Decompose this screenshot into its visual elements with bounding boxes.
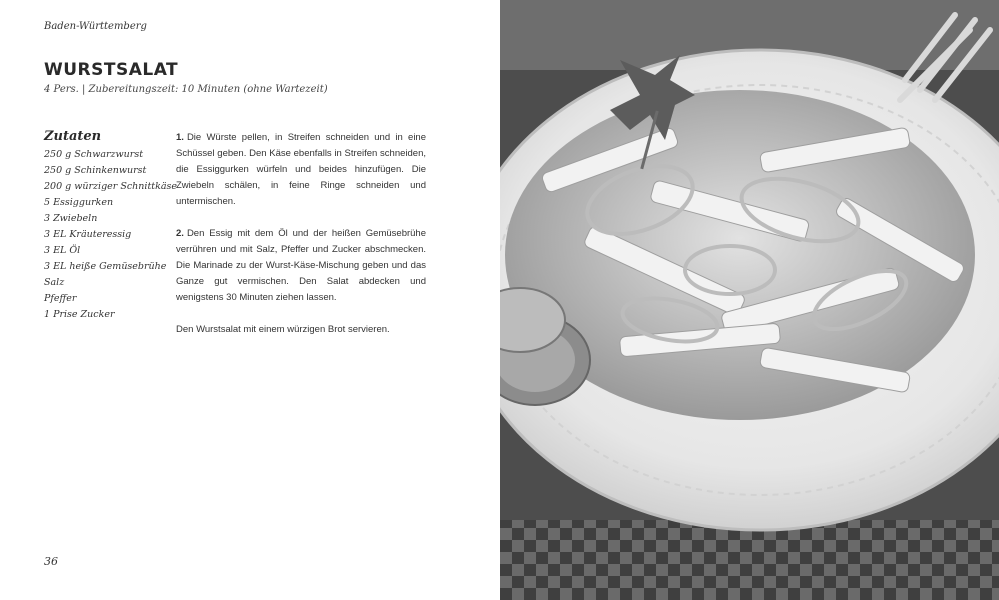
step-2 [176,226,426,306]
step-text: Die Würste pellen, in Streifen schneiden und in eine Schüssel geben. Den Käse ebenfalls in Streifen schneiden, die Essiggurken würfeln und beides hinzufügen. Die Zwiebeln schälen, in feine Ringe schneiden und untermischen. [176,132,426,207]
region-header: Baden-Württemberg [44,21,147,32]
instructions-section [176,130,426,354]
step-number: 2. [176,228,184,239]
step-text: Den Wurstsalat mit einem würzigen Brot servieren. [176,324,390,335]
ingredient-item: Salz [44,277,65,288]
step-text: Den Essig mit dem Öl und der heißen Gemüsebrühe verrühren und mit Salz, Pfeffer und Zucker abschmecken. Die Marinade zu der Wurst-Käse-Mischung geben und das Ganze gut vermischen. Den Salat abdecken und wenigstens 30 Minuten ziehen lassen. [176,228,426,303]
ingredients-list [44,147,178,323]
ingredient-item: 3 EL Kräuteressig [44,229,132,240]
ingredients-section [44,129,178,323]
ingredient-item: 5 Essiggurken [44,197,114,208]
page-number: 36 [44,555,58,568]
ingredient-item: 250 g Schinkenwurst [44,165,147,176]
ingredient-item: Pfeffer [44,293,77,304]
ingredient-item: 1 Prise Zucker [44,309,115,320]
ingredient-item: 3 EL Öl [44,245,81,256]
ingredient-item: 3 Zwiebeln [44,213,98,224]
ingredient-item: 200 g würziger Schnittkäse [44,181,178,192]
ingredient-item: 250 g Schwarzwurst [44,149,144,160]
salad-photo [500,0,999,600]
ingredient-item: 3 EL heiße Gemüsebrühe [44,261,167,272]
salad-photo-image [500,0,999,600]
ingredients-heading: Zutaten [44,129,102,144]
step-number: 1. [176,132,184,143]
step-1 [176,130,426,210]
recipe-title: WURSTSALAT [44,60,179,80]
recipe-meta: 4 Pers. | Zubereitungszeit: 10 Minuten (ohne Wartezeit) [44,84,328,95]
serving-note [176,322,426,338]
